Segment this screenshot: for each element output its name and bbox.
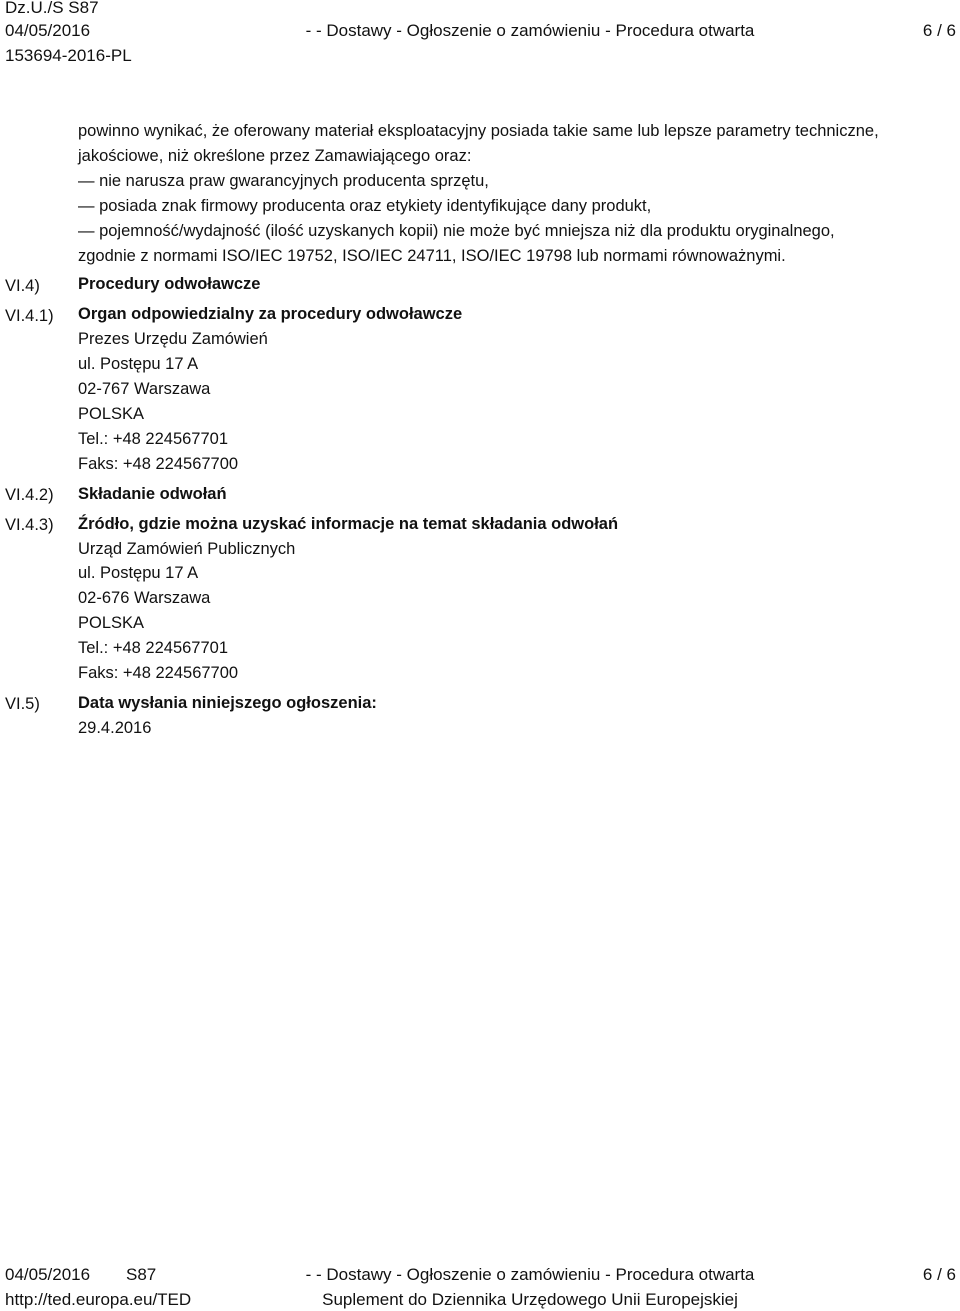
dispatch-date: 29.4.2016	[78, 718, 152, 737]
footer-publication: Suplement do Dziennika Urzędowego Unii Europejskiej	[322, 1290, 738, 1309]
footer-title: - - Dostawy - Ogłoszenie o zamówieniu - Procedura otwarta	[305, 1265, 755, 1284]
footer-page: 6 / 6	[922, 1265, 956, 1284]
section-title: Organ odpowiedzialny za procedury odwoławcze	[78, 305, 463, 324]
section-title: Procedury odwoławcze	[78, 275, 261, 294]
footer-url-link[interactable]: http://ted.europa.eu/TED	[5, 1290, 192, 1309]
footer-journal: S87	[126, 1265, 157, 1284]
address-line: POLSKA	[78, 614, 145, 633]
address-line: Prezes Urzędu Zamówień	[78, 330, 268, 349]
intro-text: powinno wynikać, że oferowany materiał eksploatacyjny posiada takie same lub lepsze parametry techniczne,	[78, 122, 879, 140]
header-journal: Dz.U./S S87	[5, 0, 99, 17]
intro-text: — posiada znak firmowy producenta oraz etykiety identyfikujące dany produkt,	[78, 196, 652, 215]
intro-text: zgodnie z normami ISO/IEC 19752, ISO/IEC 24711, ISO/IEC 19798 lub normami równoważnymi.	[78, 246, 786, 265]
section-title: Składanie odwołań	[78, 484, 227, 503]
header-notice-id: 153694-2016-PL	[5, 46, 132, 65]
fax-line: Faks: +48 224567700	[78, 454, 239, 473]
section-number: VI.4)	[5, 277, 40, 295]
section-number: VI.4.1)	[5, 307, 54, 325]
fax-line: Faks: +48 224567700	[78, 664, 239, 683]
address-line: 02-767 Warszawa	[78, 380, 211, 399]
address-line: POLSKA	[78, 404, 145, 423]
address-line: Urząd Zamówień Publicznych	[78, 539, 296, 558]
header-title: - - Dostawy - Ogłoszenie o zamówieniu - Procedura otwarta	[305, 21, 755, 40]
section-title: Data wysłania niniejszego ogłoszenia:	[78, 693, 377, 712]
section-number: VI.4.2)	[5, 486, 54, 504]
phone-line: Tel.: +48 224567701	[78, 429, 229, 448]
address-line: 02-676 Warszawa	[78, 589, 211, 608]
address-line: ul. Postępu 17 A	[78, 355, 199, 374]
address-line: ul. Postępu 17 A	[78, 564, 199, 583]
intro-text: — pojemność/wydajność (ilość uzyskanych kopii) nie może być mniejsza niż dla produktu oryginalnego,	[78, 221, 835, 240]
notice-content	[78, 119, 948, 741]
intro-text: — nie narusza praw gwarancyjnych producenta sprzętu,	[78, 171, 489, 190]
footer-date: 04/05/2016	[5, 1265, 91, 1284]
section-title: Źródło, gdzie można uzyskać informacje na temat składania odwołań	[78, 514, 619, 533]
phone-line: Tel.: +48 224567701	[78, 639, 229, 658]
section-number: VI.4.3)	[5, 516, 54, 534]
intro-text: jakościowe, niż określone przez Zamawiającego oraz:	[78, 146, 472, 165]
section-number: VI.5)	[5, 695, 40, 713]
header-page: 6 / 6	[922, 21, 956, 40]
header-date: 04/05/2016	[5, 21, 91, 40]
